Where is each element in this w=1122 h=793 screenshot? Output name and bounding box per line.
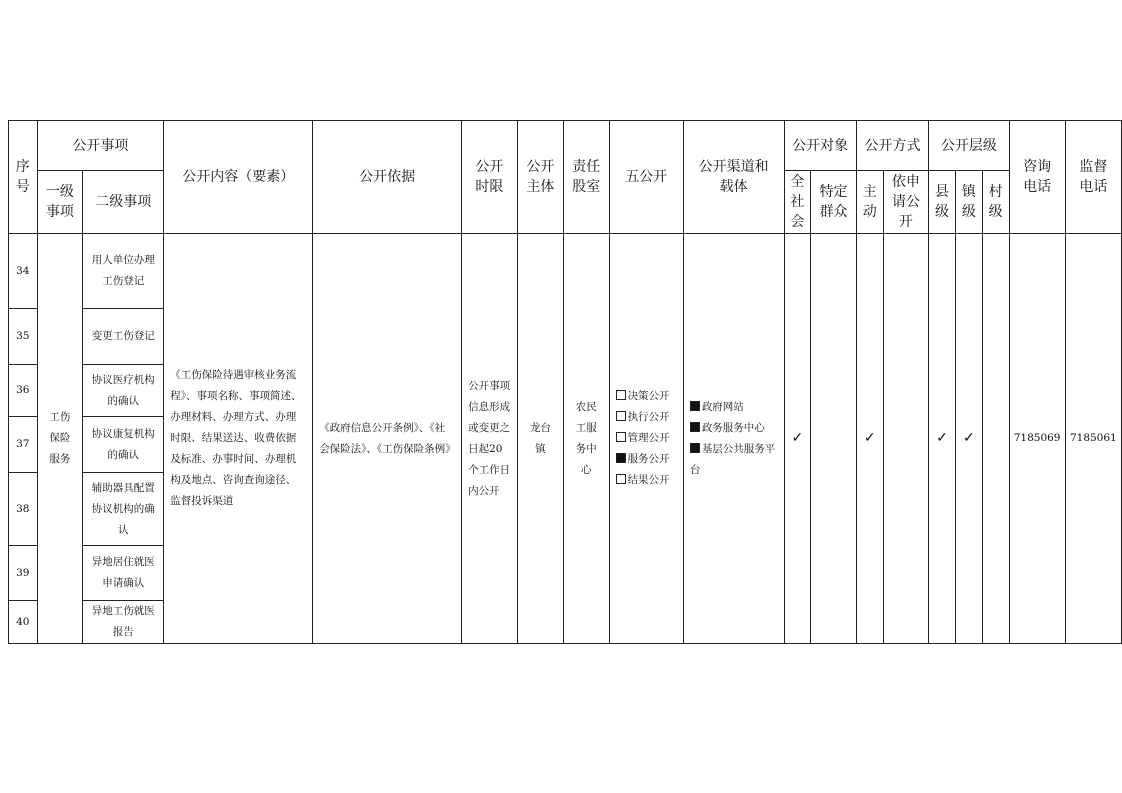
level2-item: 异地居住就医申请确认 bbox=[83, 546, 164, 601]
header-level-town: 镇级 bbox=[955, 171, 982, 234]
checked-box-icon bbox=[616, 453, 626, 463]
five-open-option: 执行公开 bbox=[616, 407, 677, 428]
row-seq: 36 bbox=[9, 365, 38, 417]
channel-list bbox=[683, 234, 784, 644]
header-level2: 二级事项 bbox=[83, 171, 164, 234]
header-subject: 公开主体 bbox=[517, 121, 563, 234]
target-all-check: ✓ bbox=[784, 234, 811, 644]
header-consult-phone: 咨询电话 bbox=[1009, 121, 1065, 234]
row-seq: 39 bbox=[9, 546, 38, 601]
header-channel: 公开渠道和载体 bbox=[683, 121, 784, 234]
level-town-check: ✓ bbox=[955, 234, 982, 644]
disclosure-basis: 《政府信息公开条例》、《社会保险法》、《工伤保险条例》 bbox=[313, 234, 462, 644]
header-level-village: 村级 bbox=[982, 171, 1009, 234]
five-open-option: 管理公开 bbox=[616, 428, 677, 449]
level2-item: 异地工伤就医报告 bbox=[83, 601, 164, 644]
header-level-county: 县级 bbox=[929, 171, 956, 234]
row-seq: 37 bbox=[9, 417, 38, 473]
row-seq: 35 bbox=[9, 309, 38, 365]
header-time-limit: 公开时限 bbox=[462, 121, 518, 234]
header-five-open: 五公开 bbox=[609, 121, 683, 234]
level-county-check: ✓ bbox=[929, 234, 956, 644]
five-open-option: 结果公开 bbox=[616, 470, 677, 491]
header-target: 公开对象 bbox=[784, 121, 856, 171]
channel-option: 政府网站 bbox=[690, 397, 778, 418]
disclosure-content: 《工伤保险待遇审核业务流程》、事项名称、事项简述、办理材料、办理方式、办理时限、结果送达、收费依据及标准、办事时间、办理机构及地点、咨询查询途径、监督投诉渠道 bbox=[164, 234, 313, 644]
level2-item: 协议医疗机构的确认 bbox=[83, 365, 164, 417]
five-open-option: 服务公开 bbox=[616, 449, 677, 470]
time-limit: 公开事项信息形成或变更之日起20个工作日内公开 bbox=[462, 234, 518, 644]
level1-item: 工伤保险服务 bbox=[37, 234, 83, 644]
consult-phone: 7185069 bbox=[1009, 234, 1065, 644]
header-method-active: 主动 bbox=[856, 171, 883, 234]
level2-item: 辅助器具配置协议机构的确认 bbox=[83, 473, 164, 546]
level2-item: 变更工伤登记 bbox=[83, 309, 164, 365]
header-target-specific: 特定群众 bbox=[811, 171, 857, 234]
five-open-option: 决策公开 bbox=[616, 386, 677, 407]
checkbox-icon bbox=[616, 474, 626, 484]
row-seq: 34 bbox=[9, 234, 38, 309]
supervise-phone: 7185061 bbox=[1065, 234, 1121, 644]
level-village-check bbox=[982, 234, 1009, 644]
target-specific-check bbox=[811, 234, 857, 644]
checked-box-icon bbox=[690, 443, 700, 453]
checkbox-icon bbox=[616, 432, 626, 442]
five-open-list bbox=[609, 234, 683, 644]
method-active-check: ✓ bbox=[856, 234, 883, 644]
level2-item: 用人单位办理工伤登记 bbox=[83, 234, 164, 309]
disclosure-subject: 龙台镇 bbox=[517, 234, 563, 644]
checked-box-icon bbox=[690, 422, 700, 432]
row-seq: 40 bbox=[9, 601, 38, 644]
header-level: 公开层级 bbox=[929, 121, 1009, 171]
header-level1: 一级事项 bbox=[37, 171, 83, 234]
channel-option: 基层公共服务平台 bbox=[689, 442, 776, 476]
header-seq: 序号 bbox=[9, 121, 38, 234]
header-items: 公开事项 bbox=[37, 121, 164, 171]
header-dept: 责任股室 bbox=[564, 121, 610, 234]
header-supervise-phone: 监督电话 bbox=[1065, 121, 1121, 234]
checkbox-icon bbox=[616, 390, 626, 400]
method-apply-check bbox=[883, 234, 929, 644]
disclosure-table bbox=[8, 120, 1122, 644]
header-target-all: 全社会 bbox=[784, 171, 811, 234]
channel-option: 政务服务中心 bbox=[690, 418, 778, 439]
checkbox-icon bbox=[616, 411, 626, 421]
row-seq: 38 bbox=[9, 473, 38, 546]
header-method: 公开方式 bbox=[856, 121, 928, 171]
level2-item: 协议康复机构的确认 bbox=[83, 417, 164, 473]
header-basis: 公开依据 bbox=[313, 121, 462, 234]
responsible-dept: 农民工服务中心 bbox=[564, 234, 610, 644]
checked-box-icon bbox=[690, 401, 700, 411]
table-row bbox=[9, 234, 1122, 309]
header-content: 公开内容（要素） bbox=[164, 121, 313, 234]
header-method-apply: 依申请公开 bbox=[883, 171, 929, 234]
